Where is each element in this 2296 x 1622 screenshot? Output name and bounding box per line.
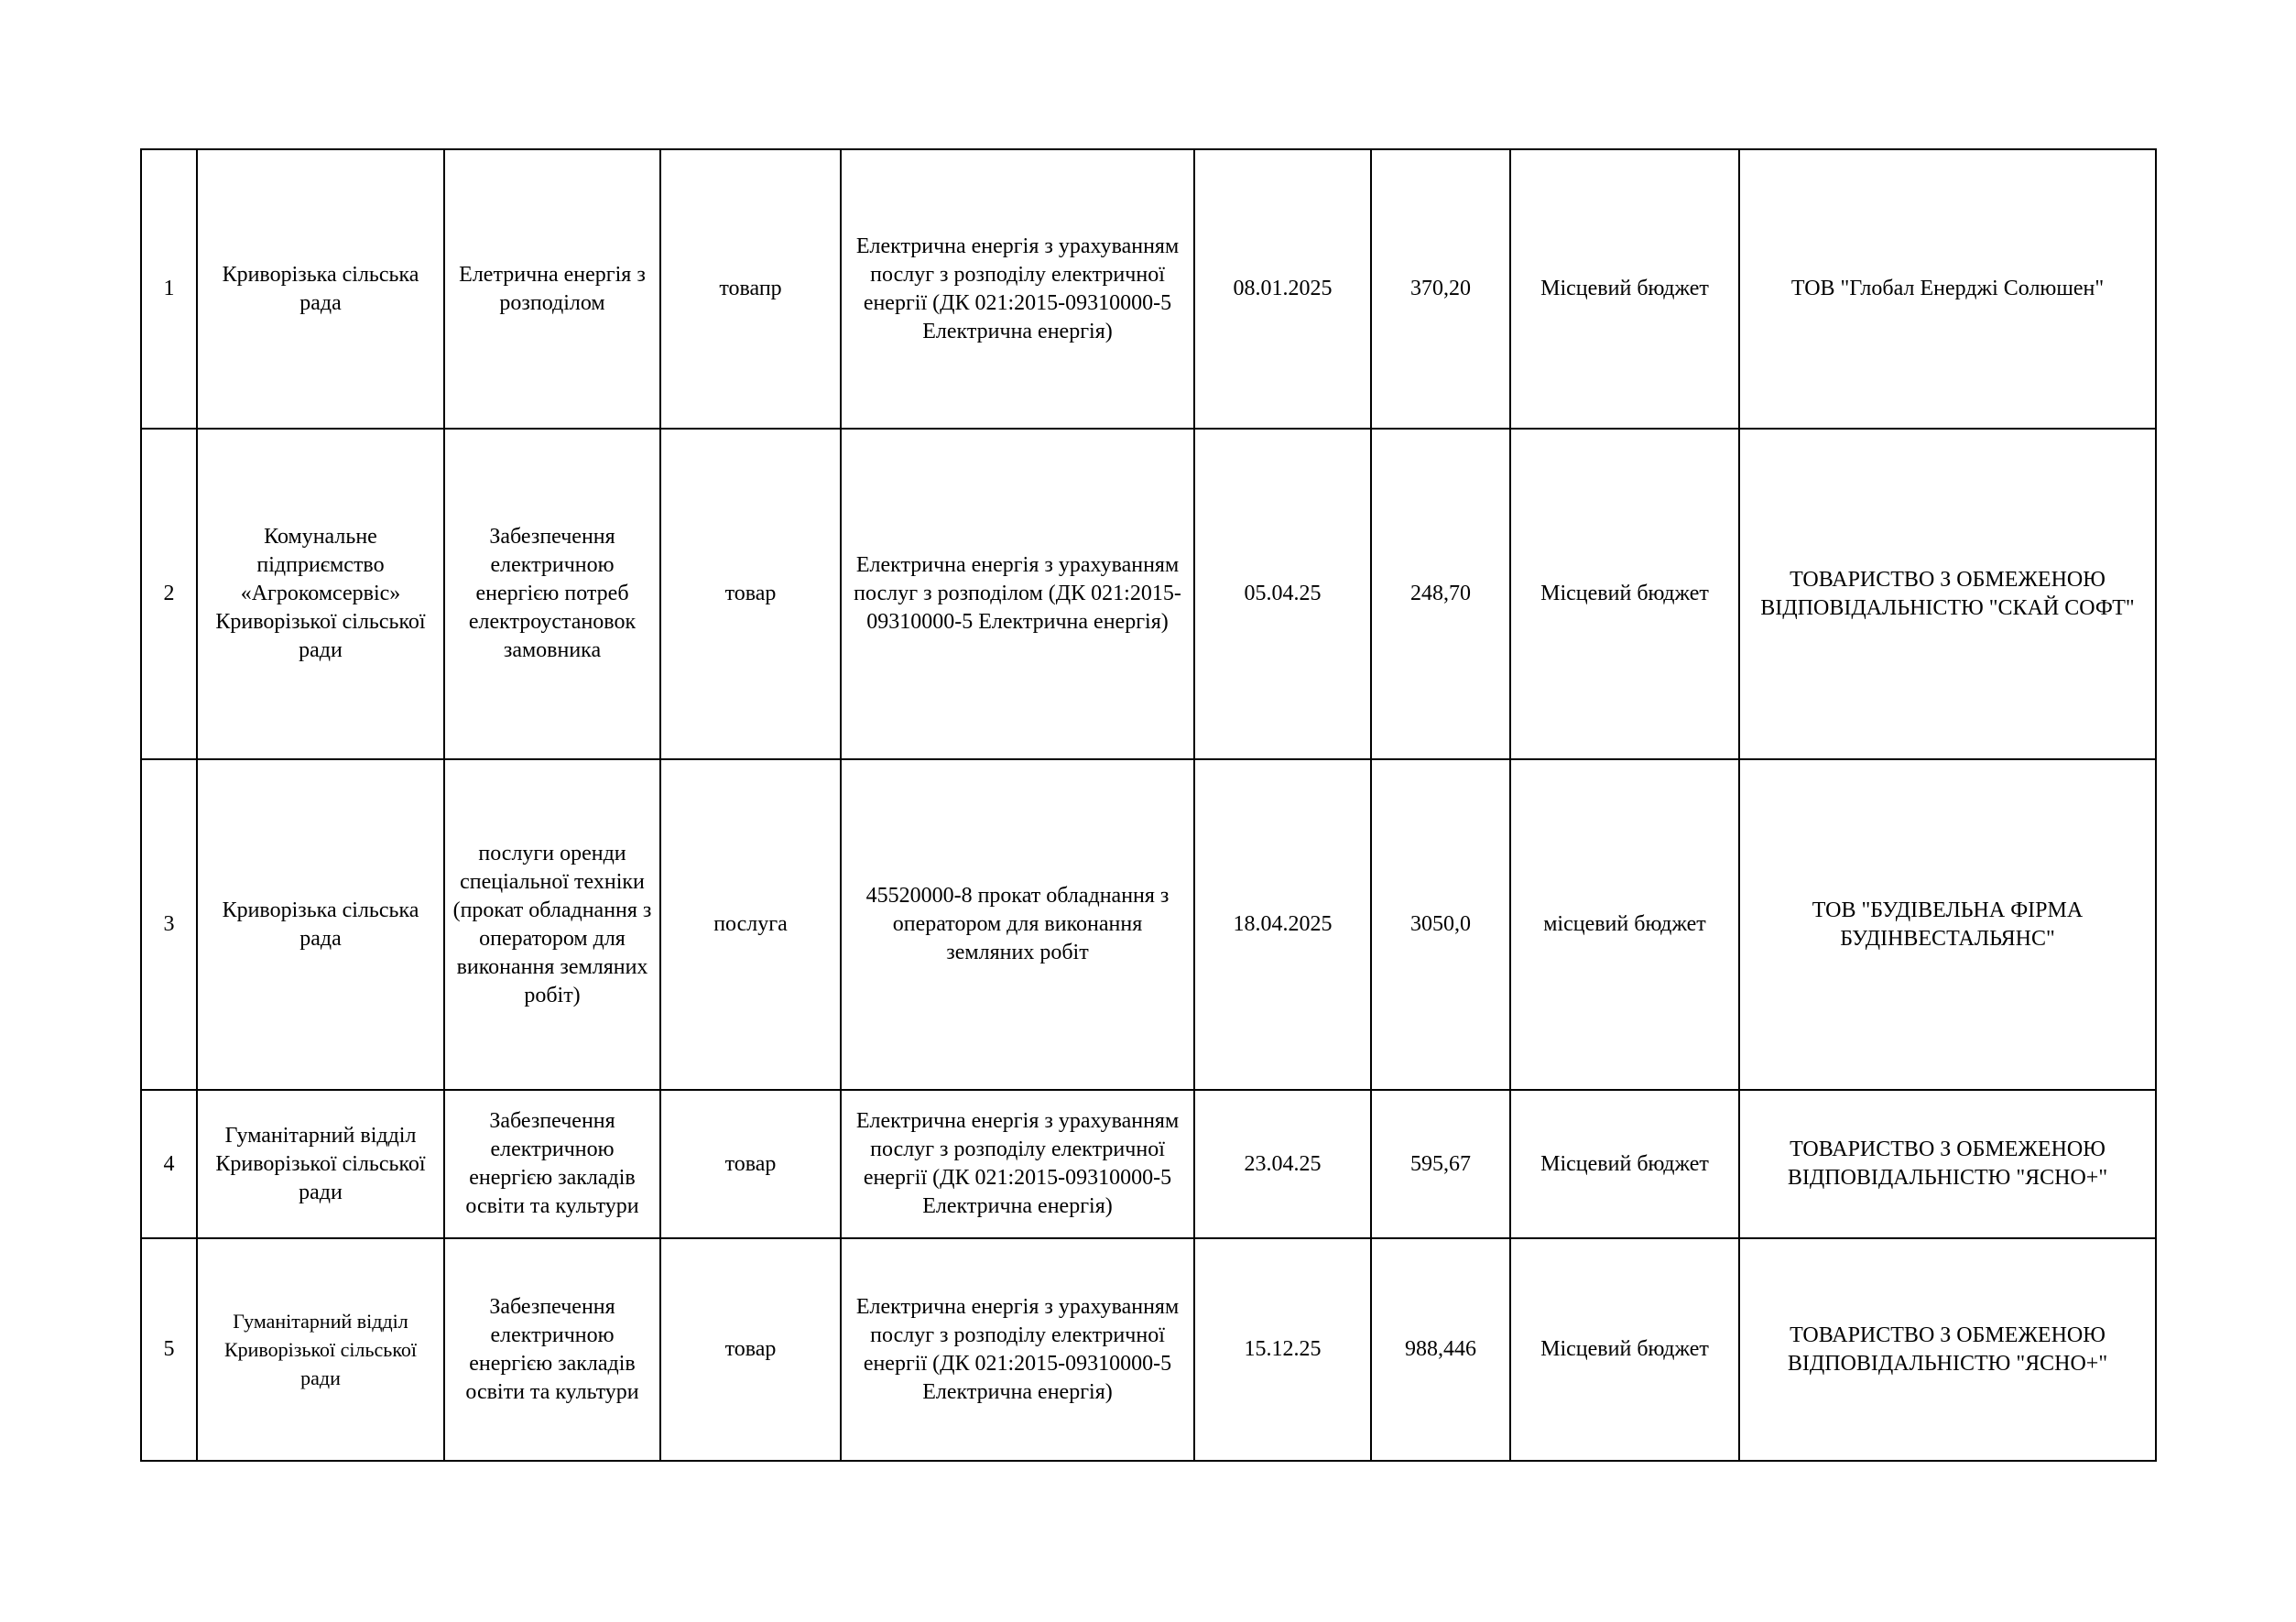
customer-cell: Гуманітарний відділ Криворізької сільської ради [197, 1238, 444, 1461]
subject-cell: послуги оренди спеціальної техніки (прокат обладнання з оператором для виконання земляних робіт) [444, 759, 660, 1090]
funding-cell: Місцевий бюджет [1510, 1090, 1739, 1238]
table-row [141, 759, 2156, 1090]
funding-cell: Місцевий бюджет [1510, 149, 1739, 429]
date-cell: 15.12.25 [1194, 1238, 1371, 1461]
row-number: 2 [141, 429, 197, 759]
amount-cell: 3050,0 [1371, 759, 1510, 1090]
cpv-cell: Електрична енергія з урахуванням послуг з розподілу електричної енергії (ДК 021:2015-09310000-5 Електрична енергія) [841, 1238, 1194, 1461]
customer-cell: Криворізька сільська рада [197, 149, 444, 429]
funding-cell: Місцевий бюджет [1510, 1238, 1739, 1461]
cpv-cell: 45520000-8 прокат обладнання з оператором для виконання земляних робіт [841, 759, 1194, 1090]
amount-cell: 248,70 [1371, 429, 1510, 759]
funding-cell: Місцевий бюджет [1510, 429, 1739, 759]
customer-cell: Гуманітарний відділ Криворізької сільської ради [197, 1090, 444, 1238]
amount-cell: 370,20 [1371, 149, 1510, 429]
cpv-cell: Електрична енергія з урахуванням послуг з розподілом (ДК 021:2015-09310000-5 Електрична енергія) [841, 429, 1194, 759]
amount-cell: 988,446 [1371, 1238, 1510, 1461]
procurement-table [140, 148, 2157, 1462]
subject-cell: Забезпечення електричною енергією закладів освіти та культури [444, 1090, 660, 1238]
subject-cell: Забезпечення електричною енергією закладів освіти та культури [444, 1238, 660, 1461]
type-cell: товапр [660, 149, 841, 429]
date-cell: 23.04.25 [1194, 1090, 1371, 1238]
table-row [141, 149, 2156, 429]
subject-cell: Забезпечення електричною енергією потреб електроустановок замовника [444, 429, 660, 759]
cpv-cell: Електрична енергія з урахуванням послуг з розподілу електричної енергії (ДК 021:2015-09310000-5 Електрична енергія) [841, 1090, 1194, 1238]
date-cell: 18.04.2025 [1194, 759, 1371, 1090]
type-cell: товар [660, 429, 841, 759]
supplier-cell: ТОВАРИСТВО З ОБМЕЖЕНОЮ ВІДПОВІДАЛЬНІСТЮ "ЯСНО+" [1739, 1090, 2156, 1238]
table-row [141, 1238, 2156, 1461]
supplier-cell: ТОВ "БУДІВЕЛЬНА ФІРМА БУДІНВЕСТАЛЬЯНС" [1739, 759, 2156, 1090]
row-number: 5 [141, 1238, 197, 1461]
type-cell: товар [660, 1238, 841, 1461]
row-number: 3 [141, 759, 197, 1090]
supplier-cell: ТОВ "Глобал Енерджі Солюшен" [1739, 149, 2156, 429]
date-cell: 08.01.2025 [1194, 149, 1371, 429]
date-cell: 05.04.25 [1194, 429, 1371, 759]
customer-cell: Комунальне підприємство «Агрокомсервіс» Криворізької сільської ради [197, 429, 444, 759]
customer-cell: Криворізька сільська рада [197, 759, 444, 1090]
supplier-cell: ТОВАРИСТВО З ОБМЕЖЕНОЮ ВІДПОВІДАЛЬНІСТЮ "ЯСНО+" [1739, 1238, 2156, 1461]
type-cell: послуга [660, 759, 841, 1090]
cpv-cell: Електрична енергія з урахуванням послуг з розподілу електричної енергії (ДК 021:2015-09310000-5 Електрична енергія) [841, 149, 1194, 429]
subject-cell: Елетрична енергія з розподілом [444, 149, 660, 429]
amount-cell: 595,67 [1371, 1090, 1510, 1238]
type-cell: товар [660, 1090, 841, 1238]
funding-cell: місцевий бюджет [1510, 759, 1739, 1090]
supplier-cell: ТОВАРИСТВО З ОБМЕЖЕНОЮ ВІДПОВІДАЛЬНІСТЮ "СКАЙ СОФТ" [1739, 429, 2156, 759]
table-row [141, 1090, 2156, 1238]
row-number: 1 [141, 149, 197, 429]
table-row [141, 429, 2156, 759]
row-number: 4 [141, 1090, 197, 1238]
